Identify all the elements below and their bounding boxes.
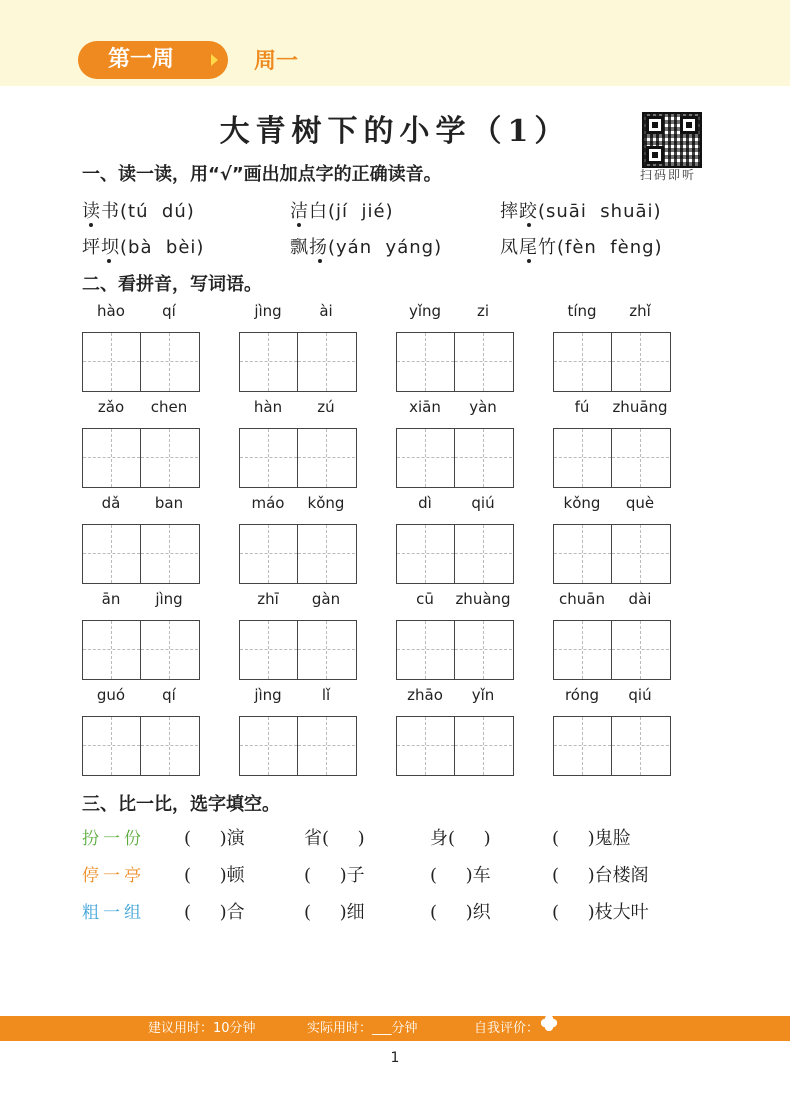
word-box-group [239,590,357,680]
writing-box [239,524,357,584]
writing-cell[interactable] [83,429,141,487]
fill-blank-item[interactable]: ( )车 [430,865,491,886]
emphasis-dot [107,259,111,263]
pinyin-label: róng [564,686,600,704]
writing-box [239,620,357,680]
page-number: 1 [390,1050,400,1066]
flower-rating-icon[interactable] [542,1016,556,1030]
fill-blank-item[interactable]: 省( ) [304,828,365,849]
pinyin-label: kǒng [307,494,345,512]
section1-heading: 一、读一读，用“√”画出加点字的正确读音。 [82,164,442,185]
writing-cell[interactable] [298,429,355,487]
emphasis-dot [89,223,93,227]
emphasis-dot [527,223,531,227]
day-label: 周一 [254,49,299,74]
emphasis-dot [527,259,531,263]
pinyin-label: jìng [254,686,282,704]
reading-item: 坪坝(bà bèi) [82,237,205,258]
writing-cell[interactable] [612,429,669,487]
pinyin-label: hào [97,302,125,320]
writing-cell[interactable] [455,429,512,487]
writing-cell[interactable] [240,621,298,679]
pinyin-label: lǐ [321,686,331,704]
reading-item: 读书(tú dú) [82,201,195,222]
writing-box [553,716,671,776]
word-box-group [553,590,671,680]
qr-caption: 扫码即听 [640,168,697,182]
writing-box [82,620,200,680]
reading-item: 飘扬(yán yáng) [290,237,443,258]
writing-cell[interactable] [397,333,455,391]
compare-row [82,861,702,891]
compare-label: 扮一份 [82,829,145,849]
section2-heading: 二、看拼音，写词语。 [82,274,262,295]
fill-blank-item[interactable]: ( )顿 [184,865,245,886]
writing-cell[interactable] [141,717,198,775]
writing-box [396,428,514,488]
pinyin-label: dì [418,494,432,512]
writing-box [396,620,514,680]
word-box-group [239,398,357,488]
writing-box [239,716,357,776]
pinyin-label: xiān [409,398,441,416]
writing-cell[interactable] [612,621,669,679]
word-box-group [553,398,671,488]
pinyin-label: zhuàng [455,590,511,608]
fill-blank-item[interactable]: ( )枝大叶 [552,902,649,923]
suggested-time: 建议用时：10分钟 [148,1021,256,1036]
pinyin-label: yǐn [471,686,495,704]
writing-cell[interactable] [554,621,612,679]
word-box-group [553,686,671,776]
writing-box [553,428,671,488]
pinyin-label: guó [96,686,126,704]
writing-cell[interactable] [397,621,455,679]
writing-cell[interactable] [141,333,198,391]
word-box-group [239,302,357,392]
actual-time: 实际用时：___分钟 [307,1021,418,1036]
word-box-group [82,302,200,392]
reading-item: 洁白(jí jié) [290,201,394,222]
writing-cell[interactable] [397,525,455,583]
compare-label: 停一亭 [82,866,145,886]
writing-box [553,332,671,392]
pinyin-label: gàn [311,590,341,608]
pinyin-label: dài [628,590,652,608]
word-box-group [553,494,671,584]
pinyin-label: kǒng [563,494,601,512]
pinyin-label: cū [416,590,434,608]
word-box-group [82,398,200,488]
word-box-group [396,686,514,776]
writing-cell[interactable] [554,429,612,487]
word-box-group [239,494,357,584]
fill-blank-item[interactable]: ( )鬼脸 [552,828,631,849]
pinyin-label: què [625,494,655,512]
pinyin-label: ban [154,494,184,512]
writing-cell[interactable] [83,717,141,775]
pinyin-label: qí [162,686,176,704]
fill-blank-item[interactable]: ( )织 [430,902,491,923]
writing-cell[interactable] [612,333,669,391]
writing-box [396,524,514,584]
pinyin-label: qiú [628,686,652,704]
pinyin-label: fú [574,398,590,416]
word-box-group [82,686,200,776]
writing-box [239,428,357,488]
writing-cell[interactable] [298,333,355,391]
writing-box [239,332,357,392]
word-box-group [396,590,514,680]
writing-cell[interactable] [141,525,198,583]
week-badge [78,41,228,79]
fill-blank-item[interactable]: 身( ) [430,828,491,849]
fill-blank-item[interactable]: ( )合 [184,902,245,923]
word-box-group [396,302,514,392]
emphasis-dot [297,223,301,227]
writing-box [82,428,200,488]
writing-box [396,716,514,776]
writing-cell[interactable] [141,429,198,487]
writing-cell[interactable] [83,621,141,679]
pinyin-label: yàn [469,398,497,416]
writing-cell[interactable] [240,525,298,583]
fill-blank-item[interactable]: ( )子 [304,865,365,886]
writing-cell[interactable] [141,621,198,679]
pinyin-label: ān [101,590,121,608]
writing-box [82,716,200,776]
word-box-group [239,686,357,776]
arrow-icon [211,54,218,66]
writing-cell[interactable] [240,429,298,487]
writing-cell[interactable] [298,525,355,583]
pinyin-label: zhǐ [629,302,651,320]
reading-item: 摔跤(suāi shuāi) [500,201,662,222]
writing-cell[interactable] [83,333,141,391]
writing-cell[interactable] [554,525,612,583]
writing-cell[interactable] [298,621,355,679]
reading-item: 凤尾竹(fèn fèng) [500,237,663,258]
pinyin-label: ài [319,302,333,320]
writing-cell[interactable] [455,717,512,775]
pinyin-label: zú [317,398,335,416]
writing-cell[interactable] [83,525,141,583]
writing-box [396,332,514,392]
writing-cell[interactable] [240,333,298,391]
fill-blank-item[interactable]: ( )细 [304,902,365,923]
pinyin-label: zhī [257,590,279,608]
week-label: 第一周 [108,47,175,72]
pinyin-label: tíng [567,302,597,320]
emphasis-dot [318,259,322,263]
qr-code-icon[interactable] [642,112,702,168]
pinyin-label: zhāo [407,686,443,704]
pinyin-label: yǐng [408,302,442,320]
pinyin-label: zhuāng [612,398,668,416]
pinyin-label: zi [476,302,490,320]
pinyin-label: zǎo [97,398,125,416]
writing-cell[interactable] [455,621,512,679]
section3-heading: 三、比一比，选字填空。 [82,794,280,815]
word-box-group [82,590,200,680]
word-box-group [553,302,671,392]
writing-box [553,524,671,584]
fill-blank-item[interactable]: ( )台楼阁 [552,865,649,886]
compare-row [82,824,702,854]
writing-cell[interactable] [554,717,612,775]
pinyin-label: jìng [254,302,282,320]
word-box-group [396,494,514,584]
pinyin-label: chuān [559,590,605,608]
writing-box [82,332,200,392]
page-title: 大青树下的小学（1） [219,114,571,149]
compare-row [82,898,702,928]
writing-cell[interactable] [455,525,512,583]
writing-cell[interactable] [554,333,612,391]
pinyin-label: dǎ [101,494,121,512]
pinyin-label: máo [251,494,285,512]
word-box-group [82,494,200,584]
writing-cell[interactable] [240,717,298,775]
pinyin-label: chen [150,398,188,416]
pinyin-label: qiú [471,494,495,512]
word-box-group [396,398,514,488]
writing-cell[interactable] [298,717,355,775]
writing-box [82,524,200,584]
pinyin-label: jìng [155,590,183,608]
footer-bar [0,1016,790,1041]
writing-cell[interactable] [612,717,669,775]
fill-blank-item[interactable]: ( )演 [184,828,245,849]
writing-cell[interactable] [612,525,669,583]
writing-cell[interactable] [397,717,455,775]
writing-cell[interactable] [455,333,512,391]
pinyin-label: hàn [253,398,283,416]
pinyin-label: qí [162,302,176,320]
writing-box [553,620,671,680]
self-evaluation-label: 自我评价： [474,1021,540,1036]
compare-label: 粗一组 [82,903,145,923]
writing-cell[interactable] [397,429,455,487]
